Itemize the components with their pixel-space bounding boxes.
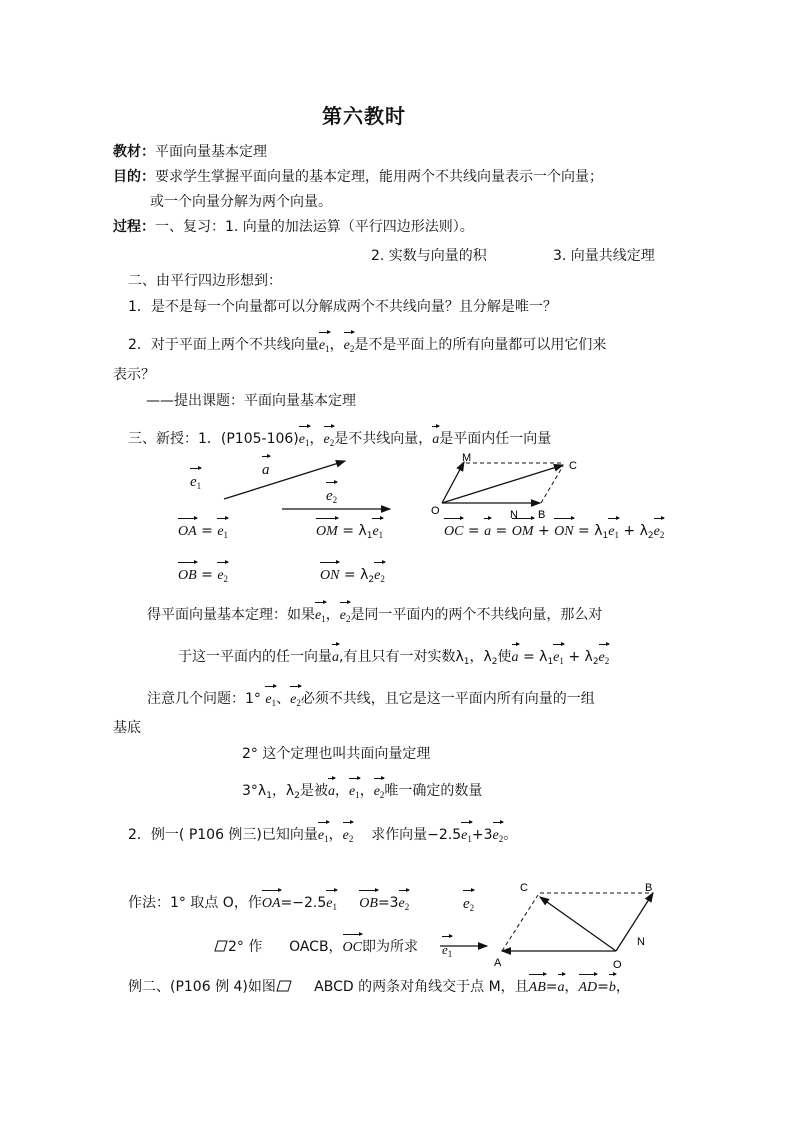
- vector-ob-arrow-2: [616, 893, 653, 951]
- purpose-line2: 或一个向量分解为两个向量。: [150, 194, 332, 210]
- question-2-tail: 表示？: [113, 367, 155, 383]
- label-e1-fig2: $e_1$: [442, 934, 452, 964]
- label-n: N: [510, 509, 518, 521]
- intro-sep: ，: [309, 431, 324, 447]
- section2-heading: 二、由平行四边形想到：: [128, 273, 282, 289]
- parallelogram-icon: [276, 980, 292, 992]
- method-step1: 作法：1° 取点 O，作 OA=−2.5 $e_1$ OB=3 $e_2$: [128, 888, 409, 917]
- label-e2-fig2: $e_2$: [463, 888, 474, 918]
- review-text: 一、复习：1. 向量的加法运算（平行四边形法则）。: [155, 219, 474, 235]
- vector-oc-arrow: [442, 465, 563, 503]
- parallelogram-icon: [214, 940, 228, 952]
- material-text: 平面向量基本定理: [155, 144, 267, 160]
- vector-e1: $e_1$: [319, 330, 330, 359]
- purpose-label: 目的：: [113, 169, 155, 185]
- page-title: 第六教时: [322, 104, 406, 128]
- question-1: 1．是不是每一个向量都可以分解成两个不共线向量？且分解是唯一？: [128, 299, 557, 315]
- label-b-2: B: [645, 882, 653, 894]
- theorem-line2: 于这一平面内的任一向量 a,有且只有一对实数$\lambda_1$，$\lambda_2$使 $a = \lambda_1$ $e_1 + \lambda_2$ $e_2$: [178, 642, 609, 672]
- dashed-ac: [502, 895, 538, 951]
- eq-oa: OA = $e_1$: [178, 516, 228, 545]
- eq-ob: OB = $e_2$: [178, 560, 228, 589]
- label-e2: $e_2$: [326, 480, 337, 510]
- theorem-line1: 得平面向量基本定理：如果 $e_1$， $e_2$是同一平面内的两个不共线向量，那么对: [147, 600, 602, 629]
- notes-line1: 注意几个问题：1° $e_1$、 $e_2$必须不共线，且它是这一平面内所有向量的一组: [147, 684, 595, 713]
- vector-a: a: [432, 424, 439, 450]
- label-b: B: [538, 509, 546, 521]
- review-item-3: 3. 向量共线定理: [553, 248, 655, 264]
- label-n-2: N: [637, 936, 645, 948]
- intro-text-b: 是不共线向量，: [334, 431, 433, 447]
- vector-oc-arrow-2: [540, 897, 616, 951]
- topic-line: ——提出课题：平面向量基本定理: [146, 393, 356, 409]
- intro-text-c: 是平面内任一向量: [439, 431, 552, 447]
- vector-e2: $e_2$: [344, 330, 355, 359]
- q2-sep: ，: [329, 337, 344, 353]
- review-item-2: 2. 实数与向量的积: [371, 248, 487, 264]
- vector-e2: $e_2$: [324, 424, 335, 453]
- example-1: 2．例一( P106 例三)已知向量 $e_1$， $e_2$ 求作向量−2.5 $e_1+3$ $e_2$。: [128, 820, 517, 849]
- notes-base: 基底: [113, 720, 141, 736]
- eq-on: ON = $\lambda_2$ $e_2$: [320, 560, 385, 590]
- eq-om: OM = $\lambda_1$ $e_1$: [316, 516, 383, 546]
- label-o: O: [431, 505, 440, 517]
- label-a-2: A: [494, 957, 502, 969]
- label-c-2: C: [520, 882, 528, 894]
- note-2: 2° 这个定理也叫共面向量定理: [242, 746, 431, 762]
- intro-text-a: 三、新授：1．(P105-106): [128, 431, 299, 447]
- q2-text-b: 是不是平面上的所有向量都可以用它们来: [354, 337, 607, 353]
- note-3: $3^\circ\lambda_1$，$\lambda_2$是被 a， $e_1$， $e_2$唯一确定的数量: [242, 776, 482, 806]
- label-c: C: [569, 460, 577, 472]
- vector-e1: $e_1$: [299, 424, 310, 453]
- label-e1: $e_1$: [190, 466, 201, 496]
- eq-oc: OC = a = OM + ON = $\lambda_1$ $e_1 + \lambda_2$ $e_2$: [444, 516, 664, 546]
- label-o-2: O: [613, 959, 622, 971]
- process-label: 过程：: [113, 219, 155, 235]
- q2-text-a: 2．对于平面上两个不共线向量: [128, 337, 319, 353]
- label-m: M: [462, 452, 472, 464]
- example-2: 例二、(P106 例 4)如图 ABCD 的两条对角线交于点 M，且 AB= a， AD= b，: [128, 972, 630, 998]
- method-step2: 2° 作 OACB， OC即为所求: [214, 932, 418, 958]
- material-label: 教材：: [113, 144, 155, 160]
- purpose-text: 要求学生掌握平面向量的基本定理，能用两个不共线向量表示一个向量；: [155, 169, 603, 185]
- label-a: a: [262, 454, 270, 480]
